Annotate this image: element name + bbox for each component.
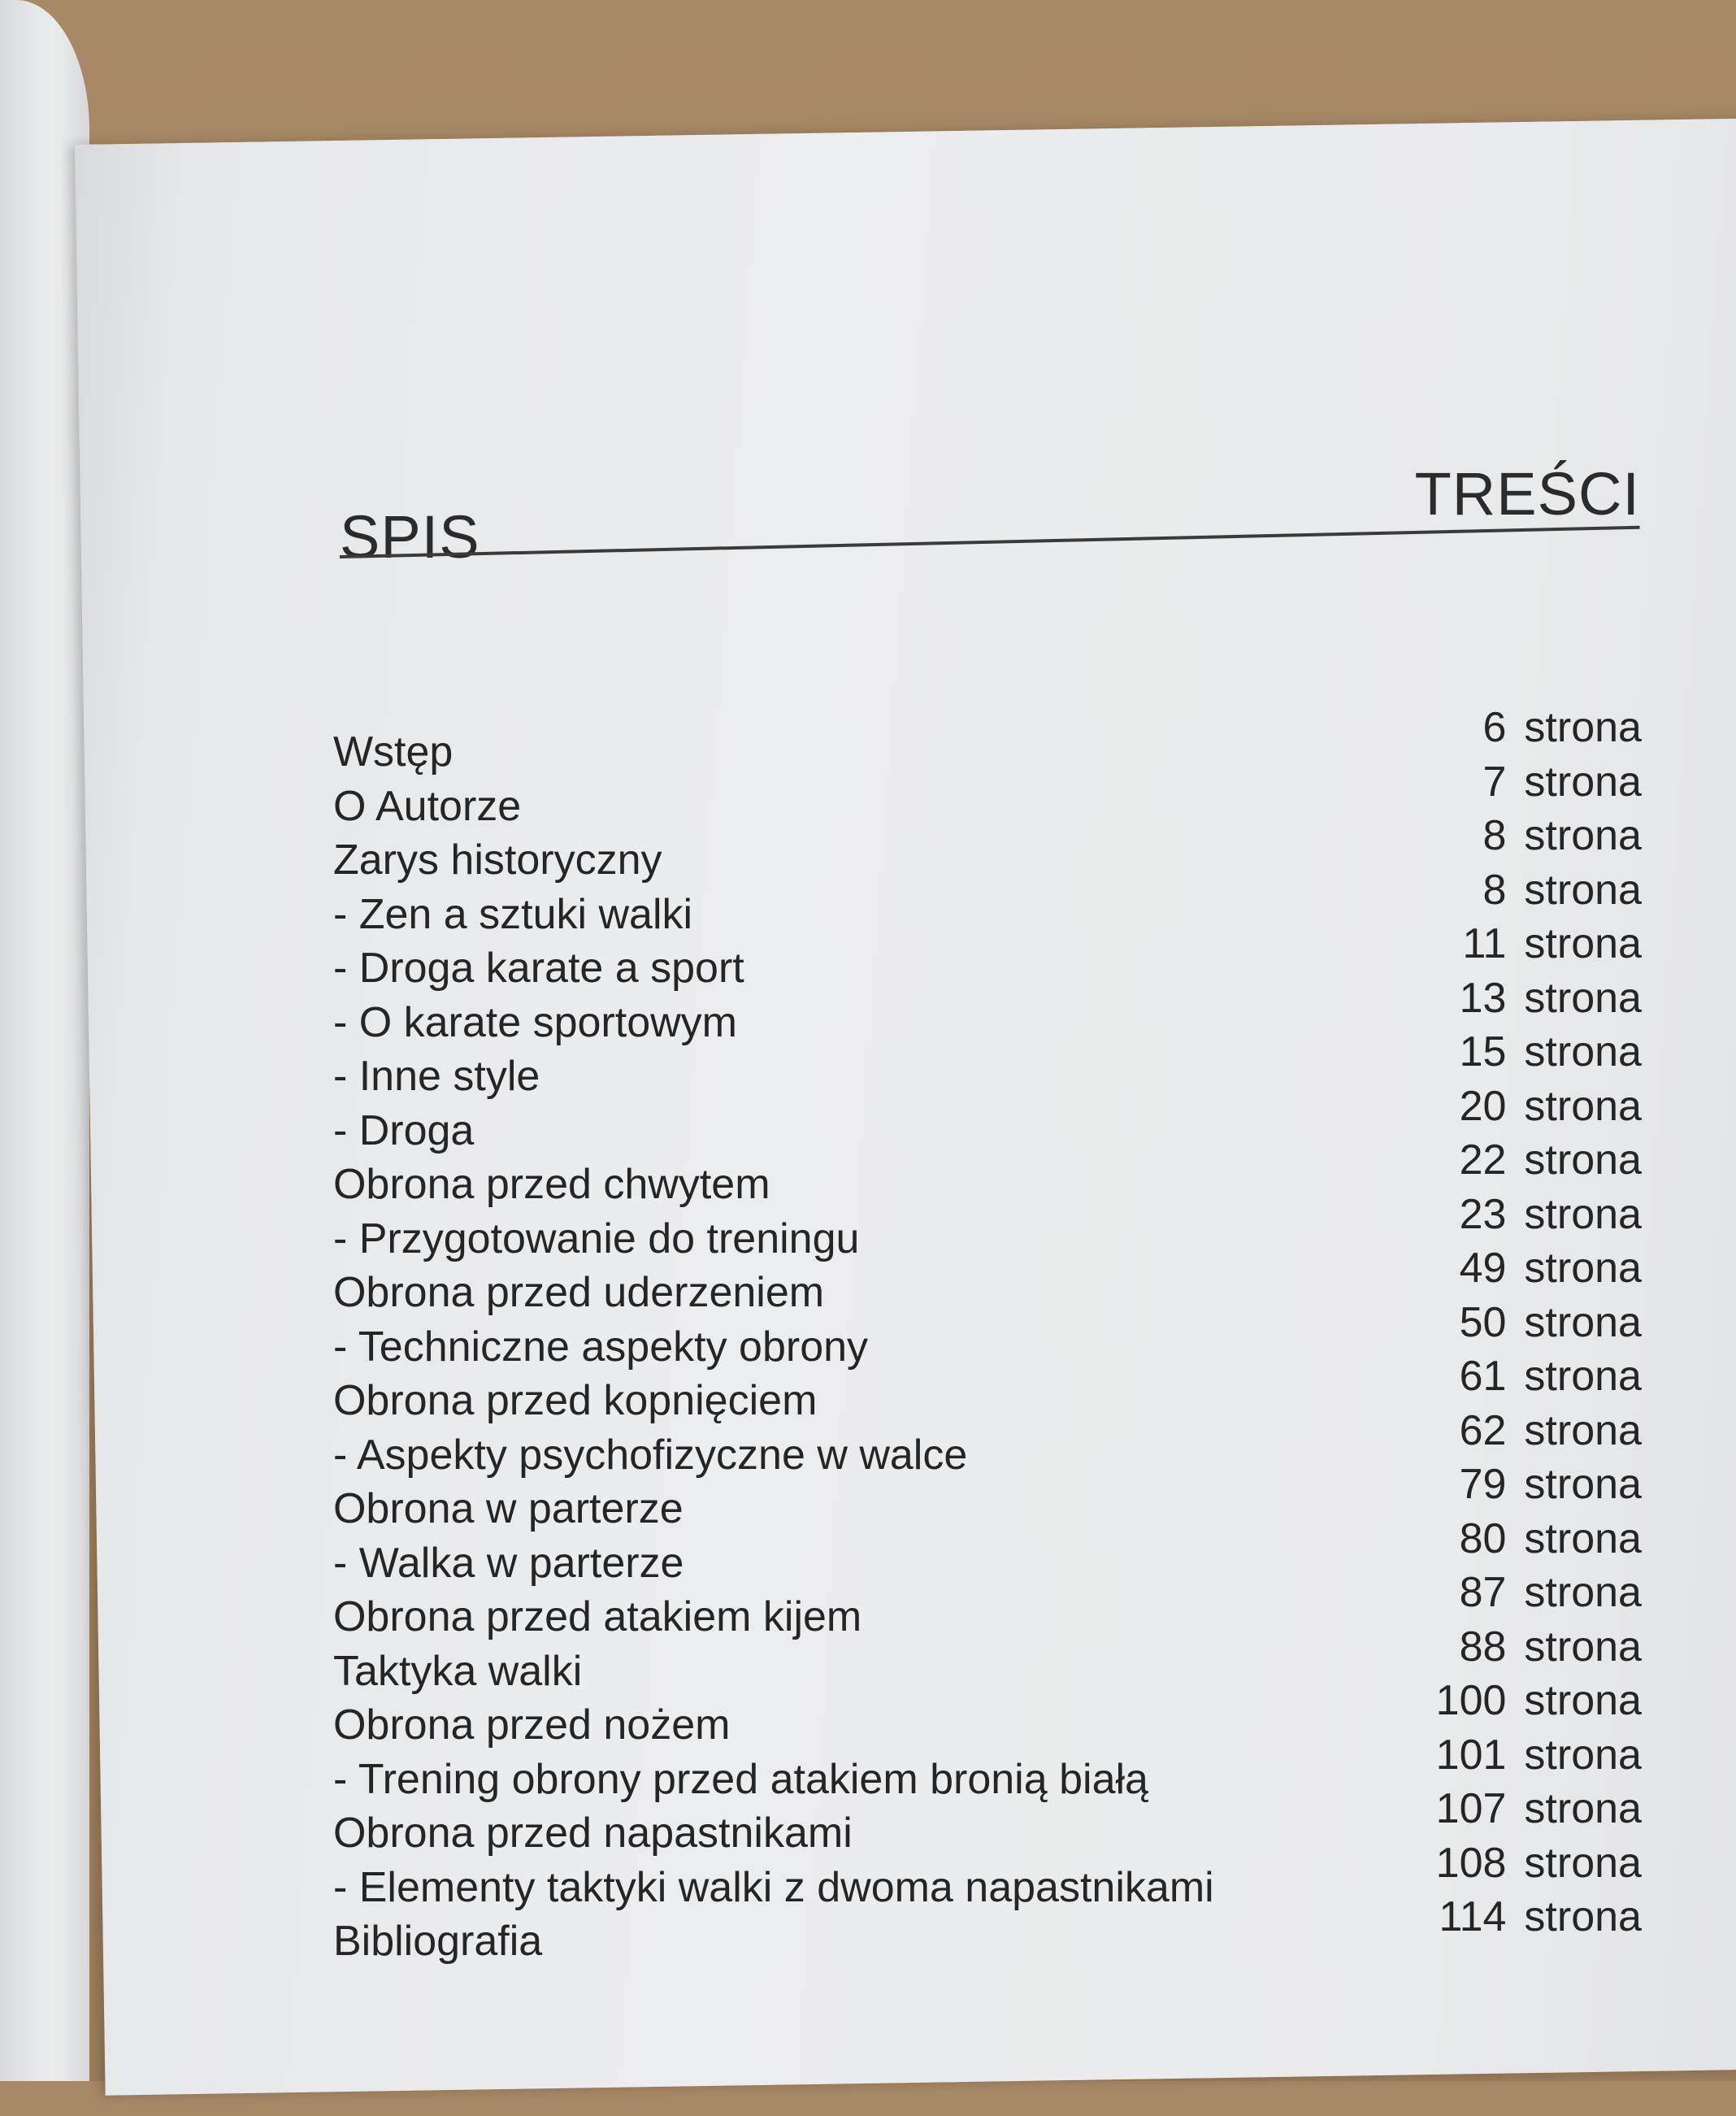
toc-page-word: strona bbox=[1524, 1190, 1642, 1238]
toc-entry-page bbox=[1376, 1136, 1642, 1184]
toc-entry bbox=[332, 1514, 1642, 1587]
page-content bbox=[333, 141, 1666, 2092]
toc-entry-title: - Przygotowanie do treningu bbox=[332, 1214, 860, 1262]
toc-entry bbox=[332, 1190, 1642, 1262]
heading-underline bbox=[340, 526, 1640, 558]
toc-entry-title: Obrona przed napastnikami bbox=[332, 1810, 853, 1857]
toc-entry-title: Obrona przed kopnięciem bbox=[332, 1377, 818, 1425]
toc-entry bbox=[332, 1784, 1642, 1857]
toc-entry bbox=[332, 1136, 1642, 1209]
toc-page-word: strona bbox=[1524, 1245, 1642, 1293]
toc-page-number: 7 bbox=[1482, 758, 1507, 806]
toc-entry bbox=[332, 1244, 1642, 1317]
toc-entry-title: - Zen a sztuki walki bbox=[332, 890, 693, 938]
toc-page-number: 23 bbox=[1459, 1190, 1507, 1238]
toc-entry bbox=[332, 1568, 1642, 1641]
toc-entry bbox=[332, 1406, 1642, 1479]
toc-page-word: strona bbox=[1524, 1461, 1642, 1509]
toc-page-number: 6 bbox=[1482, 704, 1507, 752]
toc-entry-page bbox=[1376, 1784, 1642, 1833]
toc-page-word: strona bbox=[1524, 974, 1642, 1022]
toc-page-word: strona bbox=[1524, 1514, 1642, 1562]
toc-page-number: 87 bbox=[1459, 1569, 1507, 1617]
toc-page-number: 88 bbox=[1459, 1623, 1507, 1671]
toc-entry-title: - Droga karate a sport bbox=[332, 945, 744, 993]
toc-page-word: strona bbox=[1524, 866, 1642, 914]
toc-page-number: 8 bbox=[1482, 812, 1507, 860]
toc-entry-title: - Walka w parterze bbox=[332, 1539, 684, 1587]
toc-page-number: 50 bbox=[1459, 1298, 1507, 1346]
toc-entry bbox=[332, 758, 1642, 830]
toc-page-word: strona bbox=[1524, 1785, 1642, 1833]
toc-page-word: strona bbox=[1524, 1298, 1642, 1346]
toc-entry bbox=[332, 1676, 1642, 1749]
toc-entry-title: Wstęp bbox=[332, 728, 454, 776]
toc-entry-page bbox=[1376, 1190, 1642, 1239]
toc-entry bbox=[332, 1028, 1642, 1101]
toc-entry bbox=[332, 1352, 1642, 1425]
toc-page-number: 49 bbox=[1459, 1245, 1507, 1293]
toc-page-word: strona bbox=[1524, 920, 1642, 968]
toc-entry-page bbox=[1376, 811, 1642, 860]
toc-page-word: strona bbox=[1524, 1893, 1642, 1941]
toc-entry bbox=[332, 974, 1642, 1046]
toc-page-number: 62 bbox=[1459, 1406, 1507, 1454]
toc-entry-page bbox=[1376, 1298, 1642, 1347]
toc-page-word: strona bbox=[1524, 1677, 1642, 1725]
toc-entry-page bbox=[1376, 758, 1642, 806]
toc-entry-page bbox=[1376, 1514, 1642, 1563]
left-page-edge bbox=[0, 0, 89, 2081]
toc-entry-page bbox=[1376, 1731, 1642, 1779]
toc-entry bbox=[332, 919, 1642, 993]
toc-entry-page bbox=[1376, 1244, 1642, 1293]
toc-page-number: 13 bbox=[1459, 974, 1507, 1022]
toc-page-word: strona bbox=[1524, 1839, 1642, 1887]
toc-page-word: strona bbox=[1524, 1082, 1642, 1130]
toc-entry-title: - Trening obrony przed atakiem bronią białą bbox=[332, 1755, 1148, 1803]
toc-entry-page bbox=[1376, 1568, 1642, 1617]
toc-entry bbox=[332, 1082, 1642, 1154]
toc-page-number: 108 bbox=[1435, 1839, 1507, 1887]
toc-entry-title: - Elementy taktyki walki z dwoma napastnikami bbox=[332, 1863, 1214, 1911]
toc-page-word: strona bbox=[1524, 812, 1642, 860]
toc-entry-title: Obrona przed atakiem kijem bbox=[332, 1593, 862, 1641]
toc-entry-page bbox=[1376, 1406, 1642, 1455]
toc-page-number: 114 bbox=[1439, 1893, 1507, 1941]
toc-page-number: 101 bbox=[1435, 1731, 1507, 1779]
toc-entry bbox=[332, 1839, 1642, 1911]
toc-page-number: 20 bbox=[1459, 1082, 1507, 1130]
toc-entry-page bbox=[1376, 1676, 1642, 1725]
toc-entry bbox=[332, 1460, 1642, 1533]
toc-entry-title: Taktyka walki bbox=[332, 1647, 583, 1695]
toc-entry-title: Obrona w parterze bbox=[332, 1485, 684, 1533]
toc-page-number: 107 bbox=[1435, 1785, 1507, 1833]
toc-page-number: 11 bbox=[1462, 920, 1507, 968]
toc-entry bbox=[332, 1731, 1642, 1803]
toc-entry-page bbox=[1376, 1892, 1642, 1941]
table-of-contents bbox=[332, 703, 1642, 1966]
toc-entry-title: Zarys historyczny bbox=[332, 836, 662, 884]
book-page bbox=[75, 119, 1736, 2096]
toc-entry-title: - Aspekty psychofizyczne w walce bbox=[332, 1431, 968, 1479]
toc-page-number: 15 bbox=[1459, 1028, 1507, 1076]
toc-entry bbox=[332, 811, 1642, 884]
toc-entry-page bbox=[1376, 1460, 1642, 1509]
toc-entry-title: - Inne style bbox=[332, 1053, 540, 1101]
toc-entry-page bbox=[1376, 919, 1642, 968]
toc-page-number: 22 bbox=[1459, 1136, 1507, 1184]
toc-entry bbox=[332, 1298, 1642, 1371]
toc-page-number: 79 bbox=[1459, 1461, 1507, 1509]
toc-page-number: 100 bbox=[1435, 1677, 1507, 1725]
toc-page-word: strona bbox=[1524, 704, 1642, 752]
toc-entry-page bbox=[1376, 974, 1642, 1023]
toc-page-number: 8 bbox=[1482, 866, 1507, 914]
toc-entry-title: Obrona przed uderzeniem bbox=[332, 1269, 825, 1317]
toc-entry-title: Obrona przed nożem bbox=[332, 1701, 731, 1749]
toc-page-number: 80 bbox=[1459, 1514, 1507, 1562]
toc-page-word: strona bbox=[1524, 758, 1642, 806]
toc-page-word: strona bbox=[1524, 1028, 1642, 1076]
toc-entry-title: Bibliografia bbox=[332, 1918, 543, 1966]
toc-entry-page bbox=[1376, 1839, 1642, 1888]
toc-entry-title: - Techniczne aspekty obrony bbox=[332, 1323, 869, 1371]
toc-entry bbox=[332, 866, 1642, 938]
heading-spis: SPIS bbox=[339, 503, 480, 571]
toc-entry-page bbox=[1376, 1082, 1642, 1131]
toc-entry-page bbox=[1376, 866, 1642, 915]
toc-page-word: strona bbox=[1524, 1136, 1642, 1184]
toc-page-word: strona bbox=[1524, 1406, 1642, 1454]
heading-tresci: TREŚCI bbox=[1414, 460, 1640, 528]
toc-entry bbox=[332, 1892, 1642, 1966]
toc-entry-page bbox=[1376, 1028, 1642, 1076]
toc-page-word: strona bbox=[1524, 1731, 1642, 1779]
toc-entry-title: - O karate sportowym bbox=[332, 998, 737, 1046]
toc-entry-page bbox=[1376, 703, 1642, 752]
toc-page-word: strona bbox=[1524, 1569, 1642, 1617]
toc-page-word: strona bbox=[1524, 1623, 1642, 1671]
toc-entry-title: Obrona przed chwytem bbox=[332, 1161, 770, 1209]
toc-page-number: 61 bbox=[1459, 1353, 1507, 1401]
toc-entry-page bbox=[1376, 1623, 1642, 1671]
toc-entry bbox=[332, 1623, 1642, 1695]
toc-entry-page bbox=[1376, 1352, 1642, 1401]
toc-page-word: strona bbox=[1524, 1353, 1642, 1401]
toc-entry-title: - Droga bbox=[332, 1106, 475, 1154]
toc-entry bbox=[332, 703, 1642, 776]
toc-entry-title: O Autorze bbox=[332, 782, 522, 830]
